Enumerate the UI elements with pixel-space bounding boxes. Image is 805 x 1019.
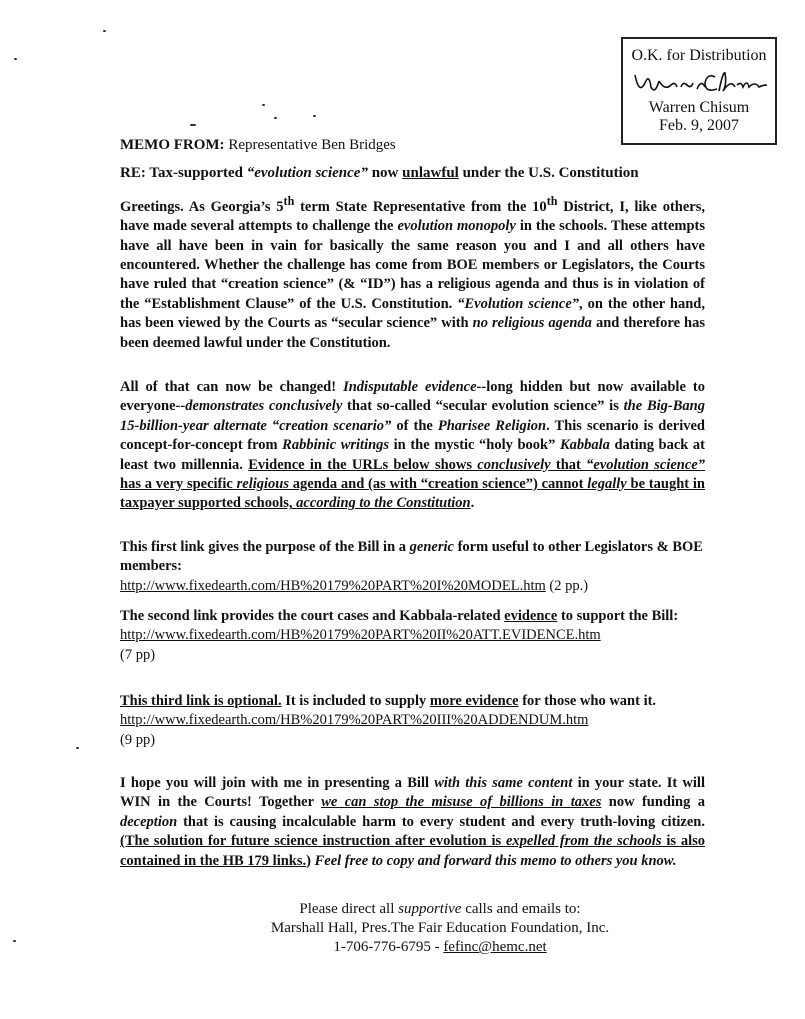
emphasis: we can stop the misuse of billions in taxes: [321, 794, 602, 811]
text: that so-called “secular evolution science” is: [342, 398, 624, 415]
closing-line-2: Marshall Hall, Pres.The Fair Education Foundation, Inc.: [270, 920, 610, 936]
text: Evidence in the URLs below shows: [248, 456, 478, 473]
text: that: [550, 456, 587, 473]
text: to support the Bill:: [557, 608, 679, 624]
text: , on the other hand, has been viewed by the Courts as “secular science” with: [120, 295, 705, 332]
second-link-url[interactable]: http://www.fixedearth.com/HB%20179%20PART%20II%20ATT.EVIDENCE.htm: [120, 627, 601, 644]
emphasis: “Evolution science”: [457, 295, 580, 312]
emphasis: expelled from the schools: [505, 833, 662, 850]
re-underlined: unlawful: [402, 165, 459, 181]
superscript: th: [283, 194, 295, 208]
re-text: Tax-supported: [149, 165, 247, 181]
third-link-url[interactable]: http://www.fixedearth.com/HB%20179%20PART%20III%20ADDENDUM.htm: [120, 712, 589, 729]
memo-from-label: MEMO FROM:: [120, 137, 225, 153]
text: is also contained in the HB 179 links.: [120, 833, 706, 869]
re-label: RE:: [120, 165, 146, 181]
re-line: [120, 164, 705, 183]
phone-number: 1-706-776-6795 -: [333, 939, 444, 955]
text: of the: [391, 417, 438, 434]
emphasis: according to the Constitution: [296, 495, 471, 512]
underlined: more evidence: [429, 693, 519, 709]
text: now funding a: [601, 794, 706, 811]
re-text: under the U.S. Constitution: [458, 165, 639, 181]
email-link[interactable]: fefinc@hemc.net: [443, 939, 547, 955]
underlined: evidence: [504, 608, 558, 624]
emphasis: religious: [236, 476, 289, 493]
text: Please direct all: [299, 901, 399, 917]
text: All of that can now be changed!: [120, 379, 344, 395]
stamp-title: O.K. for Distribution: [631, 47, 767, 64]
paragraph-first-link: [120, 538, 705, 596]
text: calls and emails to:: [461, 901, 581, 917]
handwritten-signature-icon: [631, 65, 771, 99]
text: This first link gives the purpose of the Bill in a: [120, 539, 410, 555]
closing-line-1: [200, 900, 680, 919]
text: dating back at least two millennia.: [120, 437, 705, 473]
stamp-name: Warren Chisum: [648, 99, 750, 116]
memo-from-value: Representative Ben Bridges: [228, 137, 396, 153]
emphasis: Indisputable evidence: [343, 379, 477, 395]
emphasis: deception: [120, 813, 178, 830]
stamp-date: Feb. 9, 2007: [659, 117, 739, 134]
emphasis: evolution monopoly: [397, 218, 516, 235]
text: I hope you will join with me in presenting a Bill: [120, 775, 435, 791]
signature: [623, 65, 775, 99]
paragraph-second-link: [120, 607, 705, 665]
text: be taught in taxpayer supported schools,: [120, 476, 705, 512]
text: in your state. It will WIN in the Courts! Together: [120, 775, 705, 811]
text: agenda and (as with “creation science”) cannot: [289, 476, 588, 493]
paragraph-evidence: [120, 378, 705, 514]
closing-line-3: [200, 938, 680, 957]
re-text: now: [367, 165, 403, 181]
text: Greetings. As Georgia’s 5: [120, 198, 284, 215]
text: .: [470, 495, 475, 512]
page-count: (2 pp.): [545, 577, 589, 594]
emphasis: with this same content: [434, 775, 573, 791]
emphasis: Feel free to copy and forward this memo to others you know.: [314, 852, 677, 869]
emphasis: Pharisee Religion: [437, 417, 547, 434]
emphasis: Rabbinic writings: [282, 437, 390, 454]
text: District, I, like others, have made several attempts to challenge the: [120, 198, 705, 235]
emphasis: “evolution science”: [586, 456, 705, 473]
text: that is causing incalculable harm to every student and every truth-loving citizen.: [177, 813, 705, 830]
text: in the mystic “holy book”: [389, 437, 560, 454]
emphasis: conclusively: [477, 456, 551, 473]
page-count: (9 pp): [120, 731, 156, 748]
emphasis: the Big-Bang 15-billion-year alternate “creation scenario”: [120, 398, 705, 434]
text: ): [306, 852, 315, 869]
superscript: th: [546, 194, 558, 208]
emphasis: supportive: [398, 901, 462, 917]
emphasis: demonstrates conclusively: [185, 398, 343, 415]
underlined: This third link is optional.: [120, 693, 282, 709]
text: and therefore has been deemed lawful under the Constitution.: [120, 315, 705, 351]
text: --long hidden but now available to everyone--: [120, 379, 705, 415]
paragraph-greetings: [120, 192, 705, 353]
paragraph-call-to-action: [120, 774, 705, 871]
re-emphasis: “evolution science”: [246, 165, 368, 181]
first-link-url[interactable]: http://www.fixedearth.com/HB%20179%20PART%20I%20MODEL.htm: [120, 577, 546, 594]
paragraph-third-link: [120, 692, 705, 750]
text: (The solution for future science instruction after evolution is: [120, 833, 506, 850]
distribution-stamp: [621, 37, 777, 145]
text: in the schools. These attempts have all have been in vain for basically the same reason you and I and all others have encountered. Whether the challenge has come from BOE members or Legislators, the Courts have ruled that “creation science” (& “ID”) has a religious agenda and thus is in violation of the “Establishment Clause” of the U.S. Constitution.: [120, 218, 705, 312]
memo-from-line: [120, 136, 705, 155]
text: The second link provides the court cases and Kabbala-related: [120, 608, 505, 624]
emphasis: legally: [587, 476, 627, 493]
text: . This scenario is derived concept-for-concept from: [120, 417, 705, 454]
page-count: (7 pp): [120, 646, 156, 663]
emphasis: generic: [409, 539, 454, 555]
text: form useful to other Legislators & BOE members:: [120, 539, 703, 575]
text: has a very specific: [120, 476, 237, 493]
text: for those who want it.: [518, 693, 657, 709]
text: It is included to supply: [281, 693, 430, 709]
emphasis: no religious agenda: [472, 315, 592, 332]
emphasis: Kabbala: [559, 437, 610, 454]
text: term State Representative from the 10: [294, 198, 547, 215]
closing-contact: [200, 900, 680, 957]
